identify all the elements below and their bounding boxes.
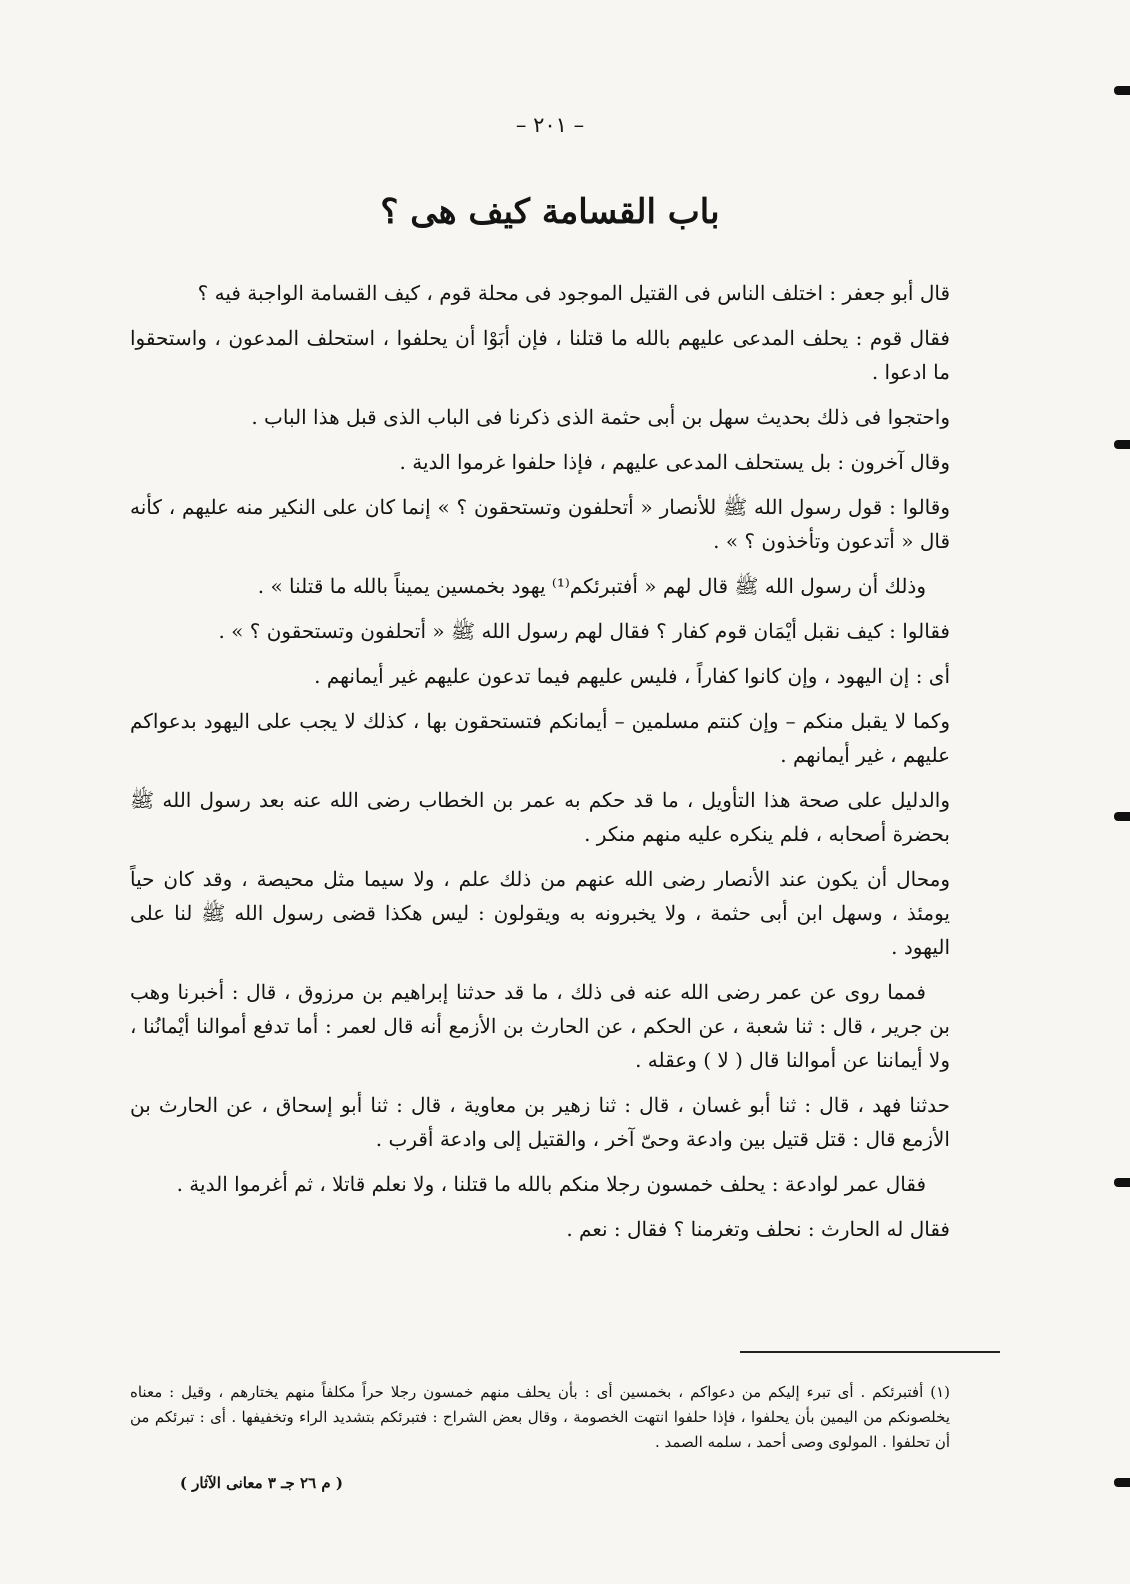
footnotes bbox=[130, 1380, 950, 1455]
binding-mark bbox=[1114, 86, 1130, 95]
paragraph: ومحال أن يكون عند الأنصار رضى الله عنهم من ذلك علم ، ولا سيما مثل محيصة ، وقد كان حياً يومئذ ، وسهل ابن أبى حثمة ، ولا يخبرونه به ويقولون : ليس هكذا قضى رسول الله ﷺ لنا على اليهود . bbox=[130, 867, 950, 959]
chapter-title: باب القسامة كيف هى ؟ bbox=[380, 192, 720, 232]
paragraph: فقال عمر لوادعة : يحلف خمسون رجلا منكم بالله ما قتلنا ، ولا نعلم قاتلا ، ثم أغرموا الدية . bbox=[176, 1172, 926, 1196]
binding-mark bbox=[1114, 1478, 1130, 1487]
footnote-divider bbox=[740, 1351, 1000, 1353]
paragraph: وذلك أن رسول الله ﷺ قال لهم « أفتبرئكم⁽¹⁾ يهود بخمسين يميناً بالله ما قتلنا » . bbox=[257, 574, 926, 598]
main-text bbox=[130, 276, 950, 1257]
binding-mark bbox=[1114, 812, 1130, 821]
paragraph: فقال له الحارث : نحلف وتغرمنا ؟ فقال : نعم . bbox=[566, 1217, 950, 1241]
paragraph: واحتجوا فى ذلك بحديث سهل بن أبى حثمة الذى ذكرنا فى الباب الذى قبل هذا الباب . bbox=[251, 405, 950, 429]
paragraph: حدثنا فهد ، قال : ثنا أبو غسان ، قال : ثنا زهير بن معاوية ، قال : ثنا أبو إسحاق ، عن الحارث بن الأزمع قال : قتل قتيل بين وادعة وحىّ آخر ، والقتيل إلى وادعة أقرب . bbox=[130, 1093, 950, 1151]
paragraph: فقال قوم : يحلف المدعى عليهم بالله ما قتلنا ، فإن أبَوْا أن يحلفوا ، استحلف المدعون ، واستحقوا ما ادعوا . bbox=[130, 326, 950, 384]
page-number: – ٢٠١ – bbox=[515, 113, 585, 137]
paragraph: والدليل على صحة هذا التأويل ، ما قد حكم به عمر بن الخطاب رضى الله عنه بعد رسول الله ﷺ بحضرة أصحابه ، فلم ينكره عليه منهم منكر . bbox=[130, 788, 950, 846]
paragraph: أى : إن اليهود ، وإن كانوا كفاراً ، فليس عليهم فيما تدعون عليهم غير أيمانهم . bbox=[314, 664, 950, 688]
paragraph: وقالوا : قول رسول الله ﷺ للأنصار « أتحلفون وتستحقون ؟ » إنما كان على النكير منه عليهم ، كأنه قال « أتدعون وتأخذون ؟ » . bbox=[130, 495, 950, 553]
paragraph: فمما روى عن عمر رضى الله عنه فى ذلك ، ما قد حدثنا إبراهيم بن مرزوق ، قال : أخبرنا وهب بن جرير ، قال : ثنا شعبة ، عن الحكم ، عن الحارث بن الأزمع أنه قال لعمر : أما تدفع أموالنا أيْمانُنا ، ولا أيماننا عن أموالنا قال ( لا ) وعقله . bbox=[130, 980, 950, 1072]
paragraph: وكما لا يقبل منكم – وإن كنتم مسلمين – أيمانكم فتستحقون بها ، كذلك لا يجب على اليهود بدعواكم عليهم ، غير أيمانهم . bbox=[130, 709, 950, 767]
binding-mark bbox=[1114, 1178, 1130, 1187]
binding-mark bbox=[1114, 440, 1130, 449]
footnote: (١) أفتبرئكم . أى تبرء إليكم من دعواكم ، بخمسين أى : بأن يحلف منهم خمسون رجلا حراً مكلفاً منهم يختارهم ، وقيل : معناه يخلصونكم من اليمين بأن يحلفوا ، فإذا حلفوا انتهت الخصومة ، وقال بعض الشراح : فتبرئكم بتشديد الراء وتخفيفها . أى : تبرئكم من أن تحلفوا . المولوى وصى أحمد ، سلمه الصمد . bbox=[130, 1383, 950, 1451]
paragraph: قال أبو جعفر : اختلف الناس فى القتيل الموجود فى محلة قوم ، كيف القسامة الواجبة فيه ؟ bbox=[197, 281, 950, 305]
paragraph: وقال آخرون : بل يستحلف المدعى عليهم ، فإذا حلفوا غرموا الدية . bbox=[399, 450, 950, 474]
signature-mark: ( م ٢٦ جـ ٣ معانى الآثار ) bbox=[179, 1474, 343, 1492]
paragraph: فقالوا : كيف نقبل أيْمَان قوم كفار ؟ فقال لهم رسول الله ﷺ « أتحلفون وتستحقون ؟ » . bbox=[218, 619, 950, 643]
